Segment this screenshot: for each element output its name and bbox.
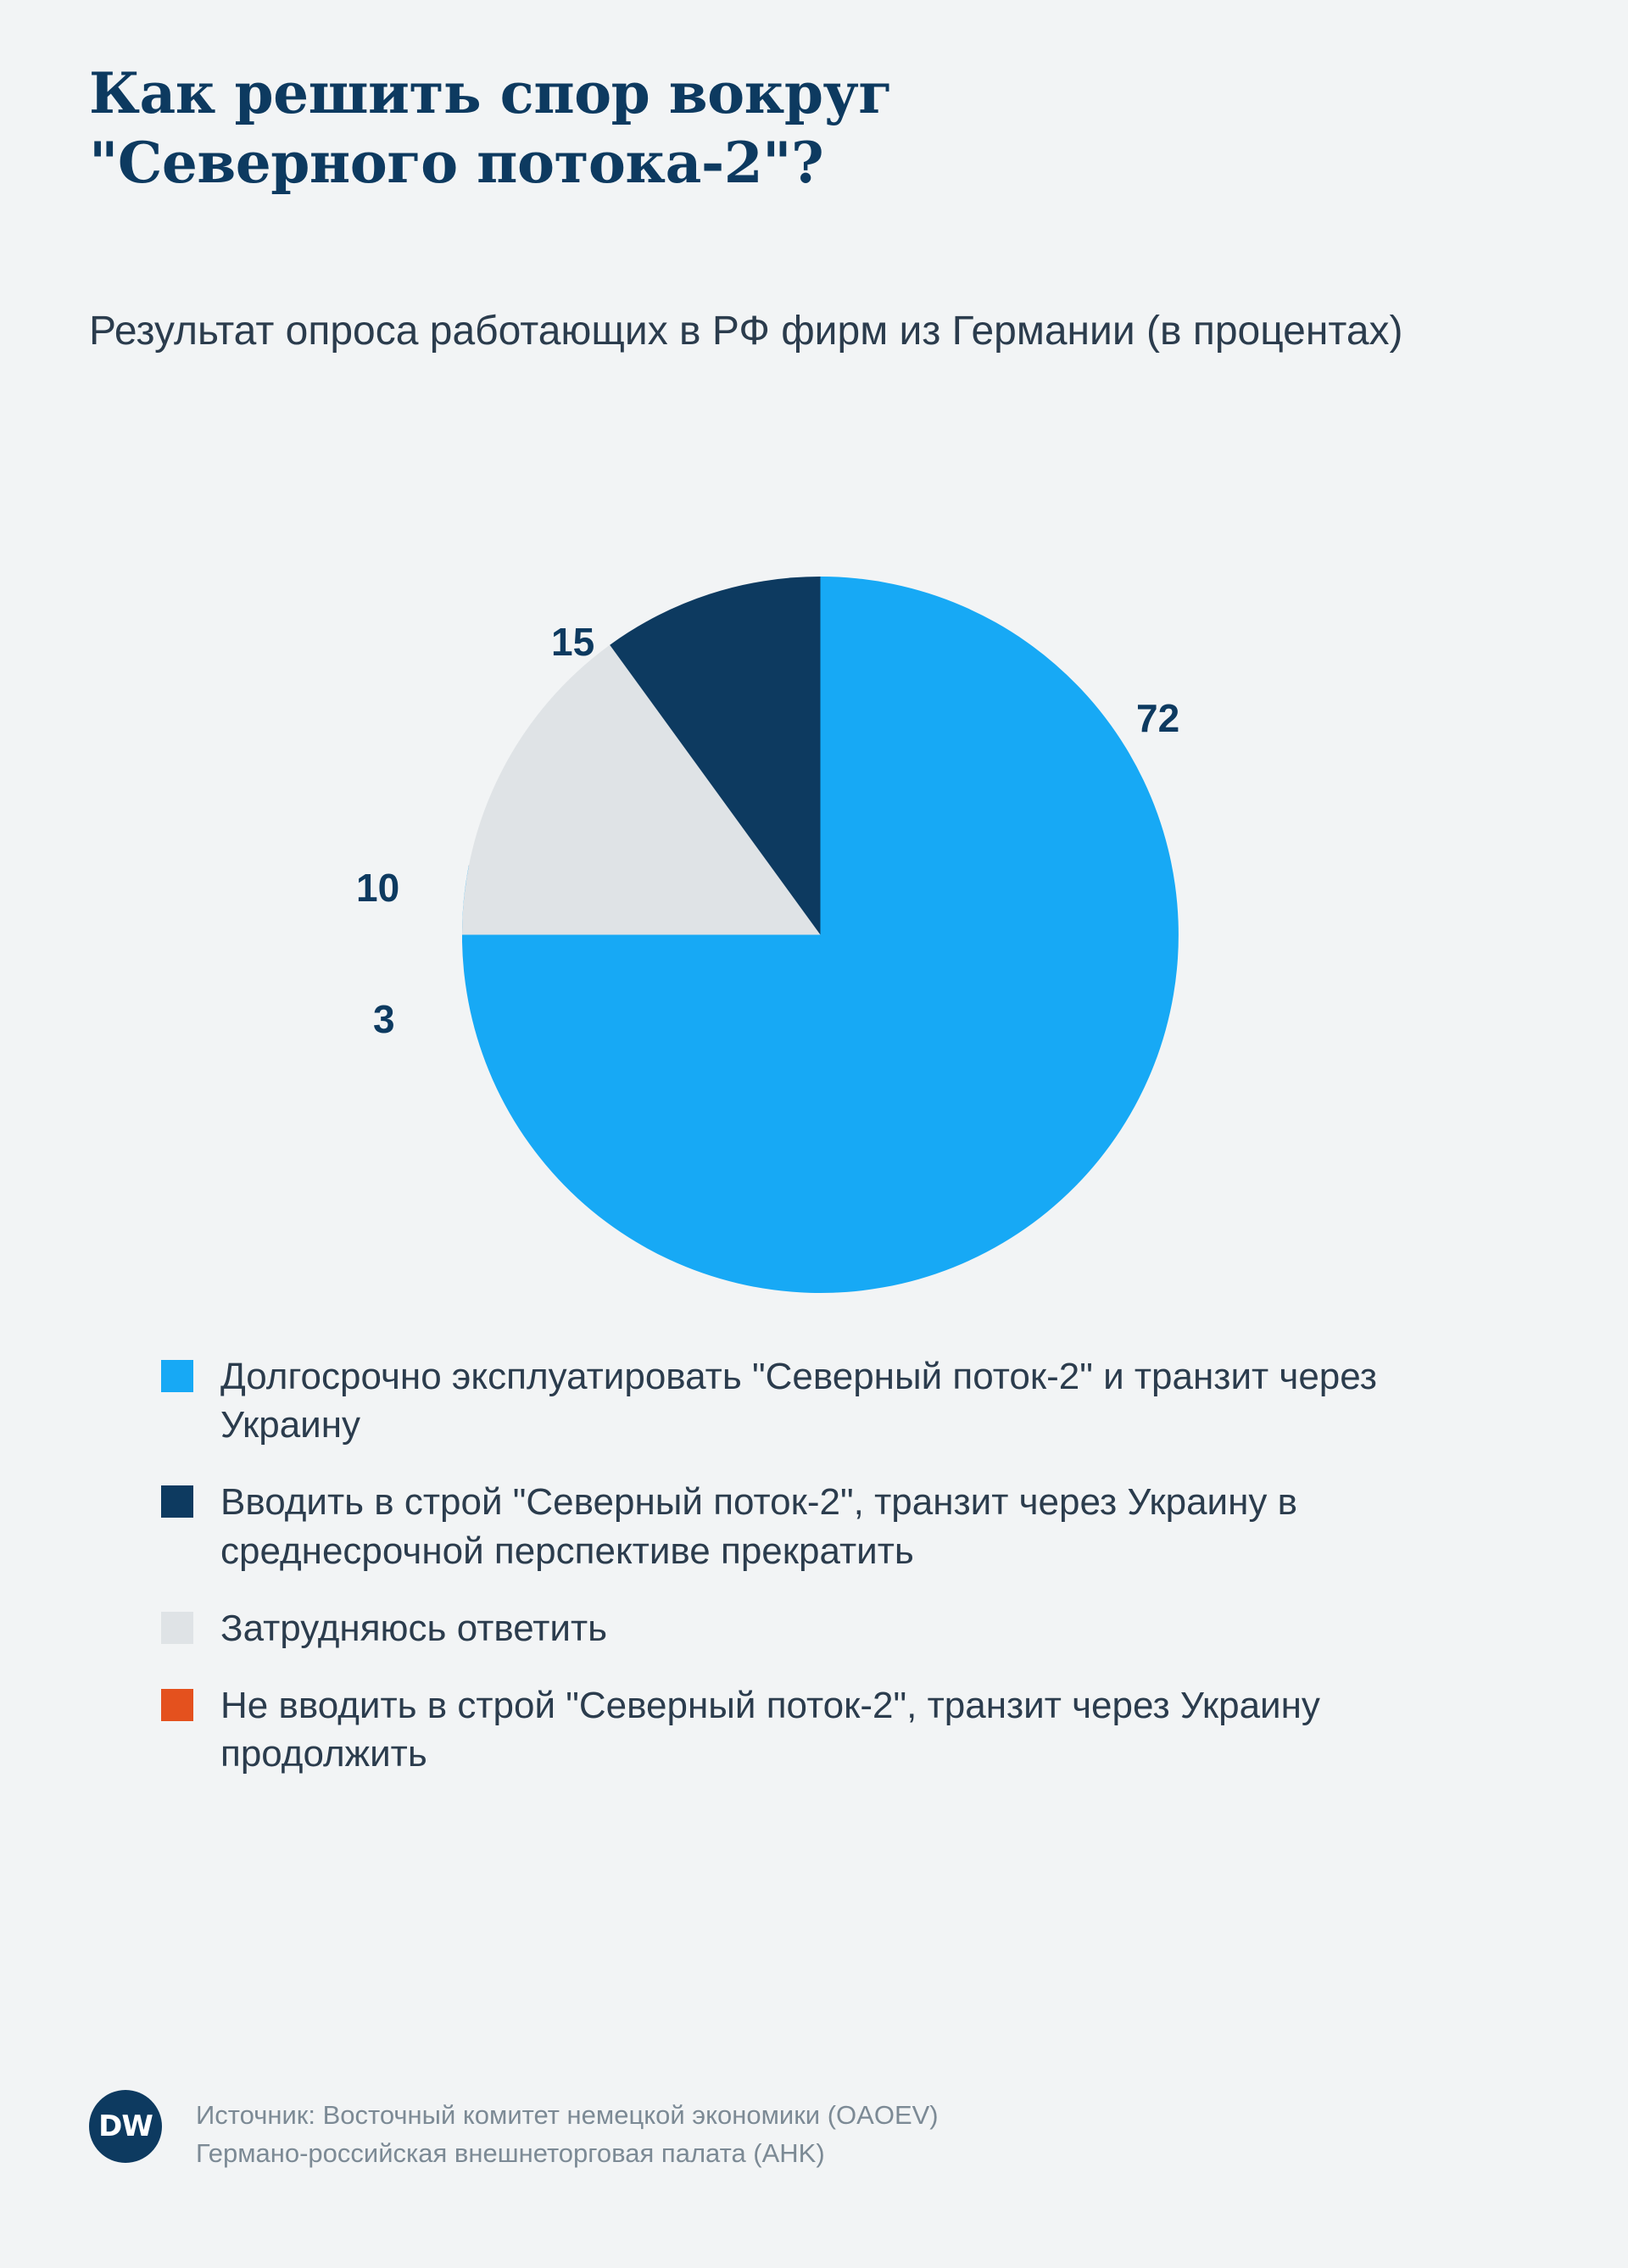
page-title: Как решить спор вокруг "Северного потока-2"? [89, 60, 893, 196]
legend-label-no-answer: Затрудняюсь ответить [220, 1607, 608, 1649]
legend-swatch-icon-blue [161, 1360, 193, 1392]
legend-item-long-term [161, 1352, 1484, 1449]
page-subtitle: Результат опроса работающих в РФ фирм из Германии (в процентах) [89, 309, 1403, 354]
legend-label-mid-term: Вводить в строй "Северный поток-2", транзит через Украину в среднесрочной перспективе прекратить [220, 1481, 1298, 1572]
pie-value-3: 3 [373, 997, 395, 1041]
source-note [196, 2090, 939, 2173]
footer [89, 2090, 1530, 2173]
legend-swatch-icon-grey [161, 1612, 193, 1644]
pie-value-15: 15 [551, 620, 595, 664]
pie-value-72: 72 [1136, 696, 1180, 740]
pie-graphic [462, 577, 1179, 1293]
source-line-1: Источник: Восточный комитет немецкой экономики (OAOEV) [196, 2100, 939, 2130]
pie-svg [462, 577, 1179, 1293]
legend-label-do-not-launch: Не вводить в строй "Северный поток-2", транзит через Украину продолжить [220, 1684, 1320, 1775]
legend [161, 1352, 1484, 1807]
legend-item-no-answer [161, 1604, 1484, 1652]
source-line-2: Германо-российская внешнеторговая палата (AHK) [196, 2137, 825, 2168]
legend-label-long-term: Долгосрочно эксплуатировать "Северный поток-2" и транзит через Украину [220, 1356, 1377, 1446]
legend-swatch-icon-orange [161, 1689, 193, 1721]
legend-item-do-not-launch [161, 1681, 1484, 1778]
legend-swatch-icon-navy [161, 1485, 193, 1518]
dw-logo-icon: DW [89, 2090, 162, 2163]
legend-item-mid-term [161, 1478, 1484, 1574]
pie-chart [0, 526, 1628, 1289]
pie-value-10: 10 [356, 866, 400, 910]
